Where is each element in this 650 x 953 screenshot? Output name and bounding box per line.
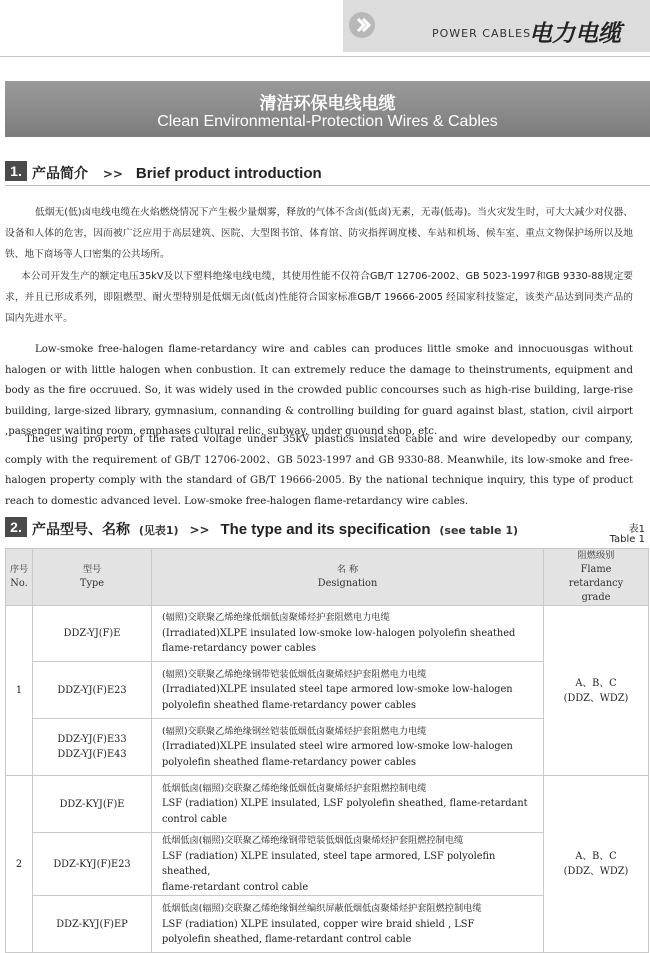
designation-cell: [152, 896, 544, 953]
type-code: DDZ-YJ(F)E33: [57, 734, 127, 745]
designation-en-line-2: flame-retardant control cable: [162, 881, 309, 893]
designation-cn: (辐照)交联聚乙烯绝缘低烟低卤聚烯烃护套阻燃电力电缆: [162, 612, 390, 624]
title-chinese: 清洁环保电线电缆: [259, 94, 396, 114]
section-2-title-en: The type and its specification: [220, 521, 431, 538]
designation-en-line-1: (Irradiated)XLPE insulated steel tape armored low-smoke low-halogen: [162, 684, 513, 696]
section-2-note-cn: (见表1): [138, 524, 179, 537]
designation-cn: 低烟低卤(辐照)交联聚乙烯绝缘铜丝编织屏蔽低烟低卤聚烯烃护套阻燃控制电缆: [162, 902, 482, 914]
type-cell: [33, 606, 152, 662]
intro-paragraph-en-2: The using property of the rated voltage under 35kV plastics inslated cable and wire developedby our company, comply with the requirement of GB/T 12706-2002、GB 5023-1997 and GB 9330-88. Meanwhile, its low-smoke and free-halogen property comply with the standard of GB/T 19666-2005. By the national technique inquiry, this type of product reach to domestic advanced level. Low-smoke free-halogen flame-retardancy wire cables.: [5, 434, 633, 507]
designation-cn: (辐照)交联聚乙烯绝缘钢丝铠装低烟低卤聚烯烃护套阻燃电力电缆: [162, 725, 427, 737]
section-1-number: 1.: [5, 161, 27, 181]
designation-en-line-2: polyolefin sheathed, flame-retardant control cable: [162, 934, 412, 946]
section-1-title-cn: 产品简介: [32, 166, 88, 182]
header-grade-en-2: retardancy: [568, 578, 624, 589]
designation-en-line-2: control cable: [162, 813, 227, 825]
section-1-arrow: >>: [102, 167, 123, 181]
section-2-note-en: (see table 1): [439, 524, 518, 537]
grade-types: (DDZ、WDZ): [563, 866, 629, 878]
header-divider: [0, 56, 650, 57]
header-no-cn: 序号: [9, 564, 29, 575]
header-grade-cn: 阻燃级别: [577, 550, 615, 561]
section-2-title-row: [32, 519, 518, 539]
section-2-arrow: >>: [189, 523, 210, 537]
designation-cell: [152, 833, 544, 896]
section-2-heading: [5, 517, 605, 539]
section-1-title-en: Brief product introduction: [135, 165, 322, 182]
table-label-cn: 表1: [628, 524, 645, 535]
header-grade: [544, 549, 649, 606]
type-cell: [33, 896, 152, 953]
intro-paragraph-cn-1: 低烟无(低)卤电线电缆在火焰燃烧情况下产生极少量烟雾，释放的气体不含卤(低卤)无素，无毒(低毒)。当火灾发生时，可大大减少对仪器、设备和人体的危害，因而被广泛应用于高层建筑、医院、大型图书馆、体育馆、防灾指挥调度楼、车站和机场、候车室、重点文物保护场所以及地铁、地下商场等人口密集的公共场所。: [5, 207, 633, 260]
header-no-en: No.: [10, 578, 28, 589]
type-code-alt: DDZ-YJ(F)E43: [57, 749, 127, 760]
designation-en-line-2: polyolefin sheathed flame-retardancy power cables: [162, 699, 417, 711]
designation-en-line-1: LSF (radiation) XLPE insulated, copper wire braid shield , LSF: [162, 918, 475, 930]
grade-cell: [544, 606, 649, 776]
arrow-right-icon: [349, 12, 375, 38]
type-code: DDZ-YJ(F)E: [63, 628, 121, 639]
type-cell: [33, 662, 152, 719]
table-label-en: Table 1: [609, 534, 645, 545]
title-english: Clean Environmental-Protection Wires & Cables: [157, 113, 498, 130]
section-2-title-cn: 产品型号、名称: [32, 522, 130, 538]
designation-cn: 低烟低卤(辐照)交联聚乙烯绝缘低烟低卤聚烯烃护套阻燃控制电缆: [162, 782, 427, 794]
grade-types: (DDZ、WDZ): [563, 692, 629, 704]
header-type: [33, 549, 152, 606]
type-cell: [33, 833, 152, 896]
title-banner: [5, 81, 650, 137]
table-row: [6, 606, 649, 662]
header-designation: [152, 549, 544, 606]
designation-en-line-1: (Irradiated)XLPE insulated low-smoke low-halogen polyolefin sheathed: [162, 627, 516, 639]
header-no: [6, 549, 33, 606]
type-code: DDZ-YJ(F)E23: [57, 684, 127, 696]
designation-en-line-1: LSF (radiation) XLPE insulated, LSF polyolefin sheathed, flame-retardant: [162, 798, 528, 810]
type-code: DDZ-KYJ(F)E23: [53, 858, 131, 870]
designation-cell: [152, 606, 544, 662]
header-designation-cn: 名 称: [336, 564, 359, 575]
spec-table: [5, 548, 649, 953]
header-designation-en: Designation: [317, 578, 378, 589]
designation-cell: [152, 662, 544, 719]
grade-value: A、B、C: [575, 677, 617, 689]
type-code: DDZ-KYJ(F)EP: [56, 918, 128, 930]
table-header-row: [6, 549, 649, 606]
section-2-number: 2.: [5, 517, 27, 537]
designation-cell: [152, 719, 544, 776]
grade-value: A、B、C: [575, 851, 617, 863]
designation-en-line-2: polyolefin sheathed flame-retardancy power cables: [162, 756, 417, 768]
row-number: 1: [6, 606, 33, 776]
type-cell: [33, 776, 152, 833]
table-row: [6, 776, 649, 833]
designation-cn: (辐照)交联聚乙烯绝缘钢带铠装低烟低卤聚烯烃护套阻燃电力电缆: [162, 668, 427, 680]
designation-cn: 低烟低卤(辐照)交联聚乙烯绝缘钢带铠装低烟低卤聚烯烃护套阻燃控制电缆: [162, 835, 464, 846]
section-1-heading: [5, 161, 650, 183]
header-type-cn: 型号: [82, 564, 102, 575]
section-1-title-row: [32, 163, 322, 183]
header-grade-en-3: grade: [581, 592, 611, 603]
designation-en-line-1: LSF (radiation) XLPE insulated, steel tape armored, LSF polyolefin sheathed,: [162, 850, 496, 878]
header-chinese-title: 电力电缆: [529, 21, 621, 47]
type-code: DDZ-KYJ(F)E: [59, 798, 125, 810]
designation-en-line-1: (Irradiated)XLPE insulated steel wire armored low-smoke low-halogen: [162, 741, 513, 753]
header-grade-en-1: Flame: [580, 564, 612, 575]
designation-cell: [152, 776, 544, 833]
header-english-title: POWER CABLES: [432, 27, 532, 40]
type-cell: [33, 719, 152, 776]
intro-paragraph-en-1: Low-smoke free-halogen flame-retardancy wire and cables can produces little smoke and innocuousgas without halogen or with little halogen when conbustion. It can extremely reduce the damage to theinstruments, equipment and body as the fire occruued. So, it was widely used in the crowded public concourses such as high-rise building, large-rise building, large-sized library, gymnasium, connanding & controlling building for guard against blast, station, civil airport ,passenger waiting room, emphases cultural relic, subway, under guound shop, etc.: [5, 344, 633, 437]
designation-en-line-2: flame-retardancy power cables: [162, 643, 316, 655]
row-number: 2: [6, 776, 33, 953]
intro-paragraph-cn-2: 本公司开发生产的额定电压35kV及以下塑料绝缘电线电缆，其使用性能不仅符合GB/T 12706-2002、GB 5023-1997和GB 9330-88规定要求，并且已形成系列，即阻燃型、耐火型特别是低烟无卤(低卤)性能符合国家标准GB/T 19666-2005 经国家科技鉴定，该类产品达到同类产品的国内先进水平。: [5, 271, 633, 324]
section-1-divider: [5, 185, 650, 186]
header-type-en: Type: [79, 578, 105, 589]
grade-cell: [544, 776, 649, 953]
